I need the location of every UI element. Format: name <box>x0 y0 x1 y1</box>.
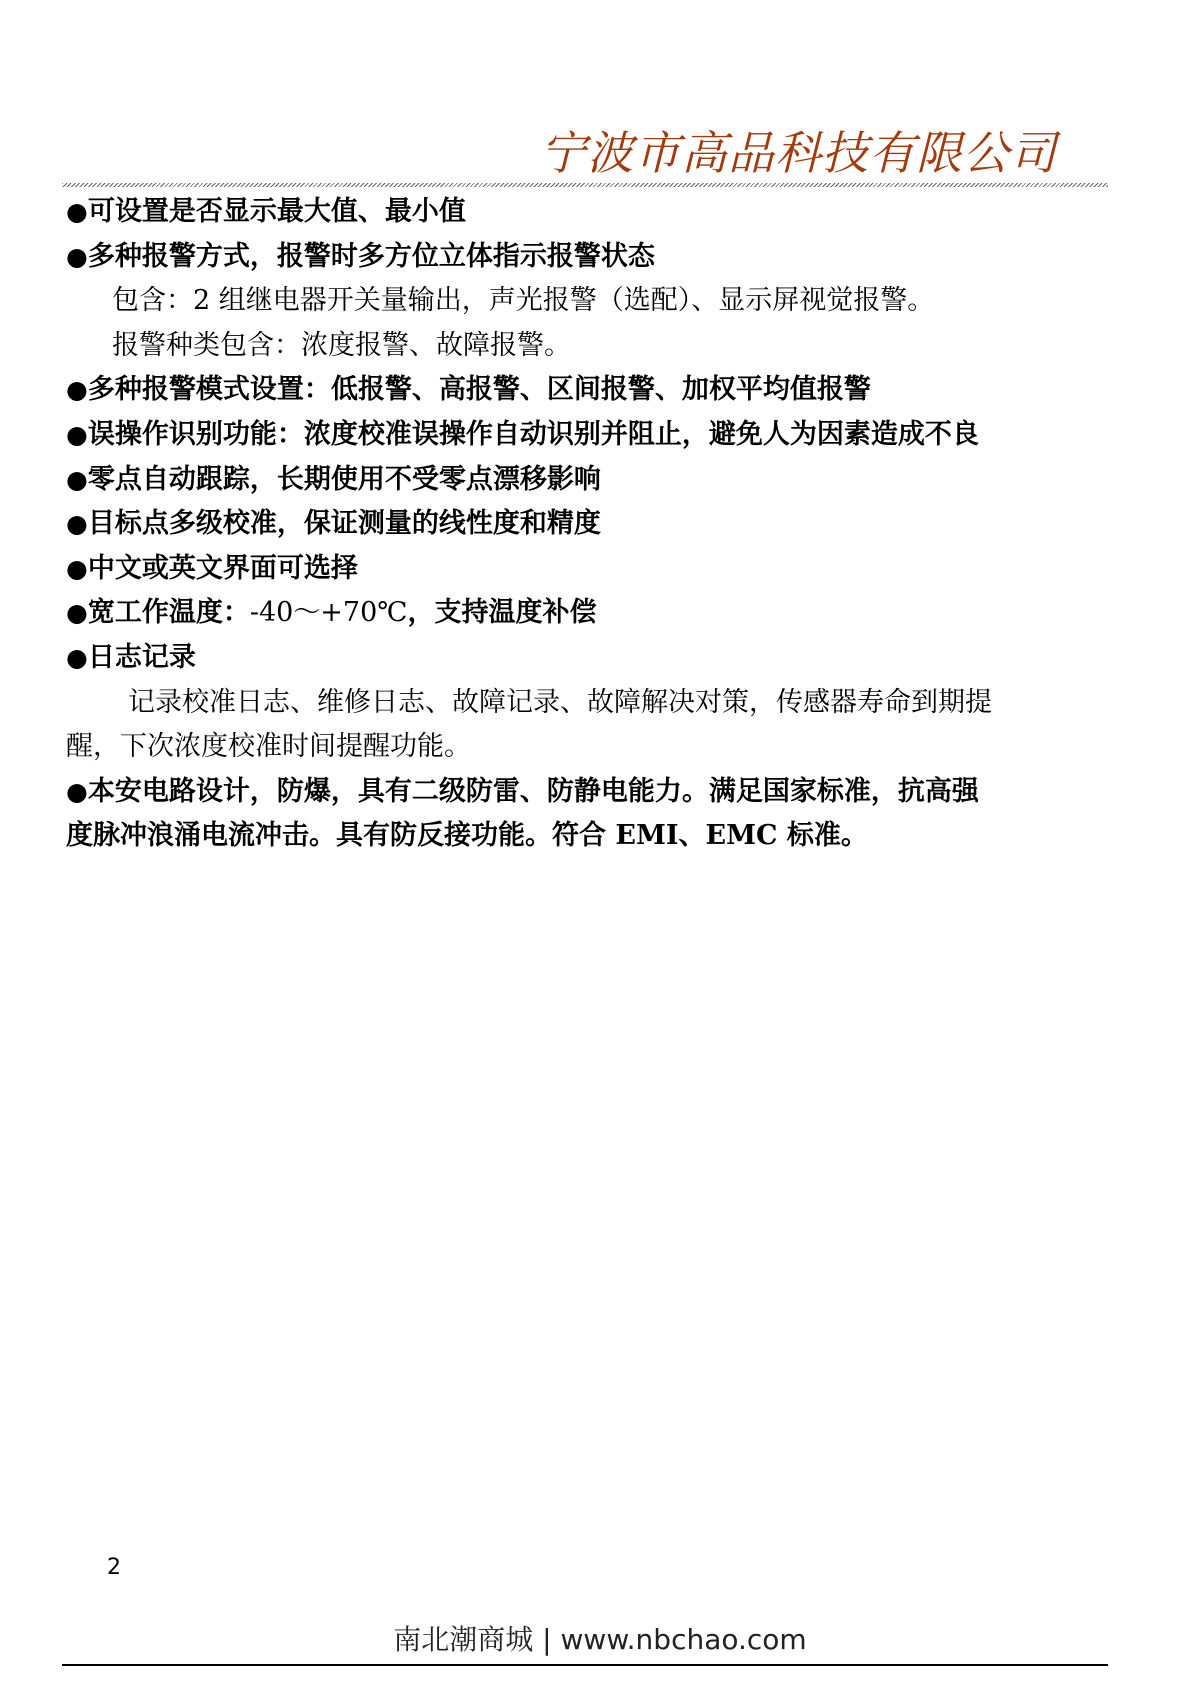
feature-item <box>66 368 1108 413</box>
feature-list <box>66 190 1108 859</box>
feature-text: 宽工作温度： <box>87 597 250 629</box>
feature-item <box>66 591 1108 636</box>
feature-text: 中文或英文界面可选择 <box>87 552 358 584</box>
feature-text: 多种报警模式设置：低报警、高报警、区间报警、加权平均值报警 <box>87 374 871 406</box>
bullet-icon: ● <box>66 642 88 672</box>
feature-item <box>66 636 1108 681</box>
footer-divider <box>62 1664 1108 1666</box>
feature-text-continuation: 度脉冲浪涌电流冲击。具有防反接功能。符合 EMI、EMC 标准。 <box>66 820 868 852</box>
bullet-icon: ● <box>66 776 88 806</box>
feature-item <box>66 547 1108 592</box>
feature-item <box>66 235 1108 280</box>
feature-detail: 报警种类包含：浓度报警、故障报警。 <box>112 329 571 361</box>
feature-item <box>66 770 1108 815</box>
bullet-icon: ● <box>66 464 88 494</box>
feature-text: ，支持温度补偿 <box>407 597 597 629</box>
bullet-icon: ● <box>66 509 88 539</box>
bullet-icon: ● <box>66 553 88 583</box>
bullet-icon: ● <box>66 598 88 628</box>
footer-text: 南北潮商城 | www.nbchao.com <box>393 1623 807 1656</box>
temperature-range: -40～+70℃ <box>249 597 408 629</box>
feature-text: 本安电路设计，防爆，具有二级防雷、防静电能力。满足国家标准，抗高强 <box>87 775 979 807</box>
bullet-icon: ● <box>66 375 88 405</box>
bullet-icon: ● <box>66 197 88 226</box>
header-divider <box>62 183 1108 187</box>
feature-item <box>66 190 1108 235</box>
feature-detail: 醒，下次浓度校准时间提醒功能。 <box>66 731 471 763</box>
bullet-icon: ● <box>66 419 88 449</box>
feature-text: 目标点多级校准，保证测量的线性度和精度 <box>87 508 601 540</box>
bullet-icon: ● <box>66 241 88 271</box>
feature-text: 日志记录 <box>87 641 196 673</box>
feature-text: 可设置是否显示最大值、最小值 <box>87 196 466 227</box>
feature-item <box>66 413 1108 458</box>
feature-item <box>66 458 1108 503</box>
feature-detail: 记录校准日志、维修日志、故障记录、故障解决对策，传感器寿命到期提 <box>128 686 992 718</box>
feature-text: 零点自动跟踪，长期使用不受零点漂移影响 <box>87 463 601 495</box>
feature-text: 多种报警方式，报警时多方位立体指示报警状态 <box>87 240 655 272</box>
feature-detail: 包含：2 组继电器开关量输出，声光报警（选配）、显示屏视觉报警。 <box>112 285 935 317</box>
page-number: 2 <box>107 1555 121 1580</box>
company-name: 宁波市高品科技有限公司 <box>540 126 1057 180</box>
feature-item <box>66 502 1108 547</box>
feature-text: 误操作识别功能：浓度校准误操作自动识别并阻止，避免人为因素造成不良 <box>87 418 979 450</box>
